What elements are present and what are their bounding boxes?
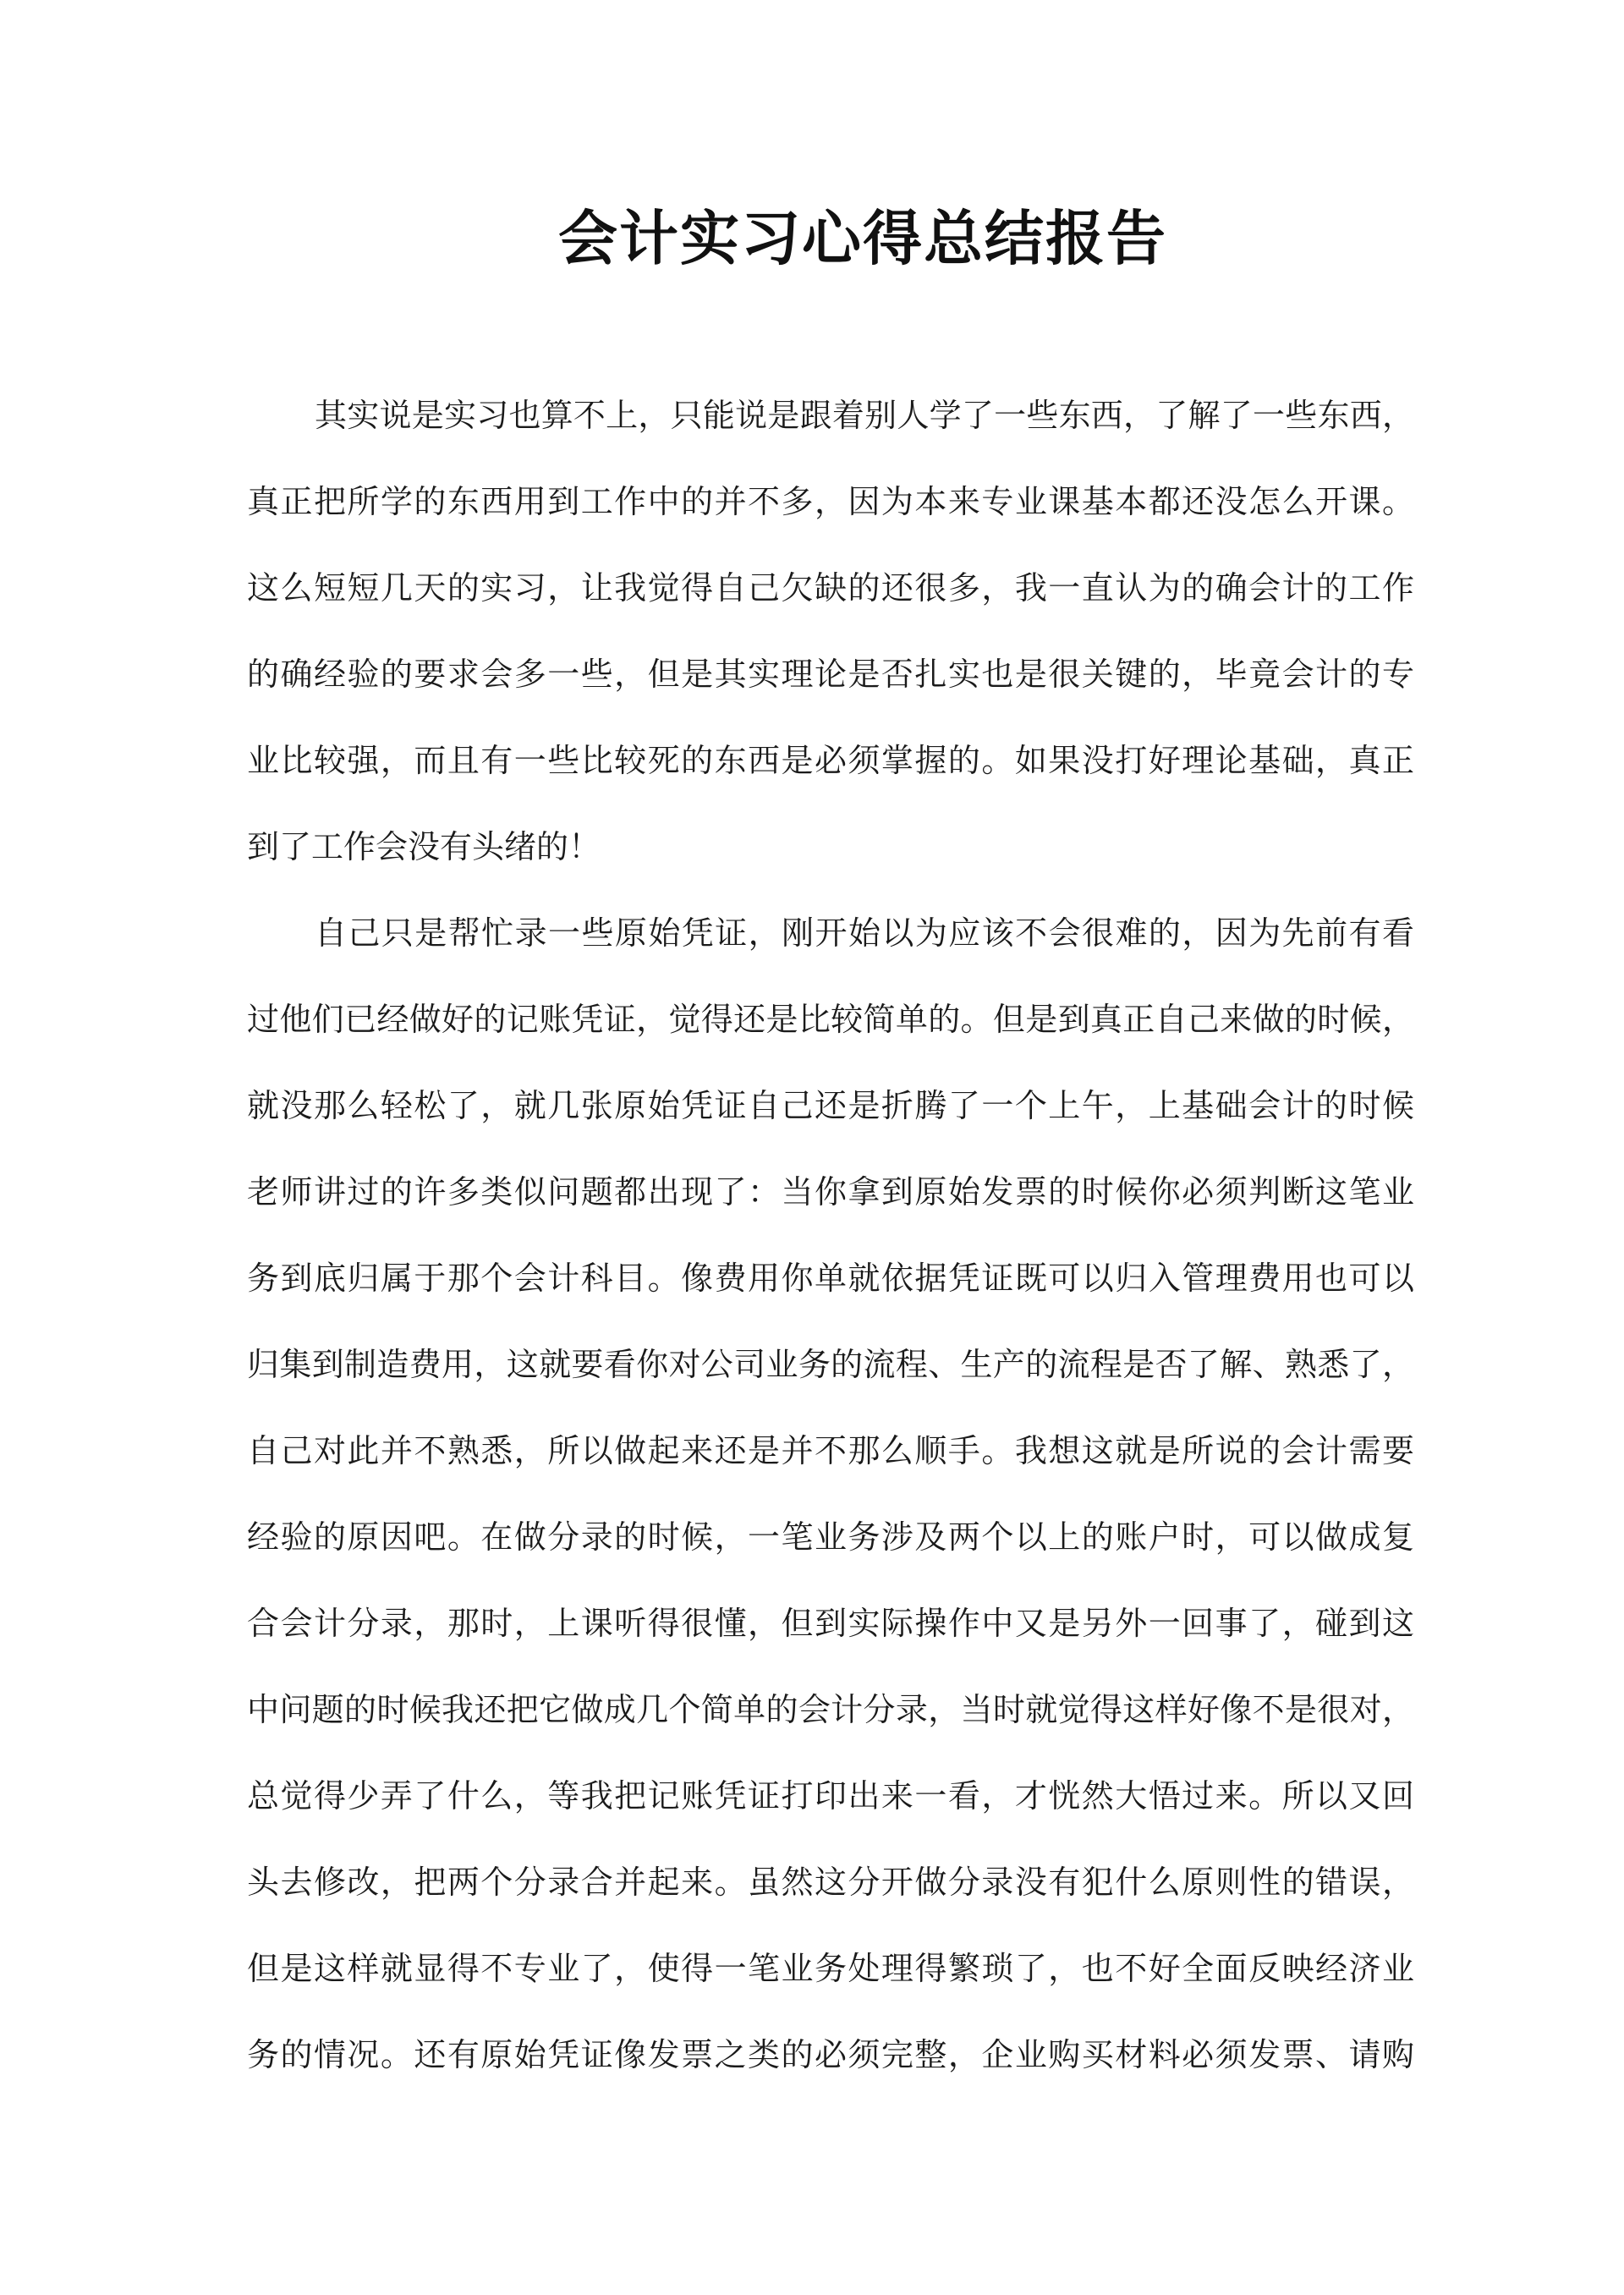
- paragraph-2-line-1: 自己只是帮忙录一些原始凭证，刚开始以为应该不会很难的，因为先前有看: [315, 914, 1414, 952]
- paragraph-2-line-7: 自己对此并不熟悉，所以做起来还是并不那么顺手。我想这就是所说的会计需要: [247, 1432, 1414, 1469]
- paragraph-1-line-6: 到了工作会没有头绪的！: [247, 828, 601, 865]
- document-title: 会计实习心得总结报告: [558, 203, 1167, 273]
- paragraph-2-line-10: 中问题的时候我还把它做成几个简单的会计分录，当时就觉得这样好像不是很对，: [247, 1691, 1414, 1728]
- paragraph-1-line-1: 其实说是实习也算不上，只能说是跟着别人学了一些东西，了解了一些东西，: [315, 397, 1414, 434]
- paragraph-1-line-4: 的确经验的要求会多一些，但是其实理论是否扎实也是很关键的，毕竟会计的专: [247, 656, 1414, 693]
- paragraph-2-line-8: 经验的原因吧。在做分录的时候，一笔业务涉及两个以上的账户时，可以做成复: [247, 1518, 1414, 1556]
- paragraph-2-line-9: 合会计分录，那时，上课听得很懂，但到实际操作中又是另外一回事了，碰到这: [247, 1605, 1414, 1642]
- paragraph-2-line-2: 过他们已经做好的记账凭证，觉得还是比较简单的。但是到真正自己来做的时候，: [247, 1001, 1414, 1038]
- paragraph-2-line-5: 务到底归属于那个会计科目。像费用你单就依据凭证既可以归入管理费用也可以: [247, 1260, 1414, 1297]
- paragraph-2-line-12: 头去修改，把两个分录合并起来。虽然这分开做分录没有犯什么原则性的错误，: [247, 1864, 1414, 1901]
- paragraph-1-line-3: 这么短短几天的实习，让我觉得自己欠缺的还很多，我一直认为的确会计的工作: [247, 569, 1414, 607]
- document-body: [247, 372, 1414, 2098]
- paragraph-2-line-3: 就没那么轻松了，就几张原始凭证自己还是折腾了一个上午，上基础会计的时候: [247, 1087, 1414, 1124]
- paragraph-2-line-14: 务的情况。还有原始凭证像发票之类的必须完整，企业购买材料必须发票、请购: [247, 2036, 1414, 2073]
- paragraph-2-line-4: 老师讲过的许多类似问题都出现了：当你拿到原始发票的时候你必须判断这笔业: [247, 1173, 1414, 1211]
- paragraph-2-line-6: 归集到制造费用，这就要看你对公司业务的流程、生产的流程是否了解、熟悉了，: [247, 1346, 1414, 1383]
- paragraph-2-line-13: 但是这样就显得不专业了，使得一笔业务处理得繁琐了，也不好全面反映经济业: [247, 1950, 1414, 1987]
- paragraph-1-line-2: 真正把所学的东西用到工作中的并不多，因为本来专业课基本都还没怎么开课。: [247, 483, 1414, 520]
- paragraph-1-line-5: 业比较强，而且有一些比较死的东西是必须掌握的。如果没打好理论基础，真正: [247, 742, 1414, 779]
- paragraph-2-line-11: 总觉得少弄了什么，等我把记账凭证打印出来一看，才恍然大悟过来。所以又回: [247, 1777, 1414, 1815]
